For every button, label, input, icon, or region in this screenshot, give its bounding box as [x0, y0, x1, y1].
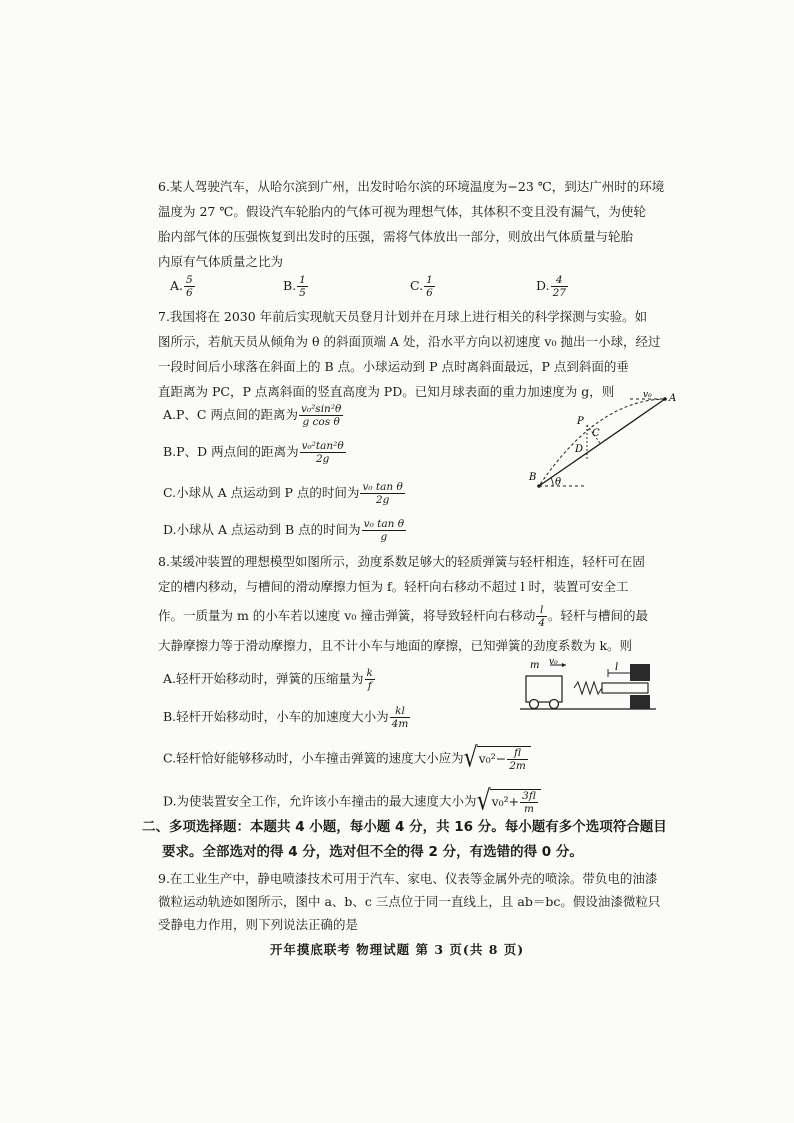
q7-incline-figure: [525, 388, 685, 498]
q7-line-2: 图所示，若航天员从倾角为 θ 的斜面顶端 A 处，沿水平方向以初速度 v₀ 抛出一小球，经过: [158, 334, 661, 349]
page-footer: 开年摸底联考 物理试题 第 3 页(共 8 页): [269, 942, 525, 957]
q7-line-3: 一段时间后小球落在斜面上的 B 点。小球运动到 P 点时离斜面最远，P 点到斜面的垂: [158, 359, 629, 374]
q6-line-4: 内原有气体质量之比为: [158, 254, 284, 269]
q7-line-4: 直距离为 PC，P 点离斜面的竖直高度为 PD。已知月球表面的重力加速度为 g，则: [158, 384, 615, 399]
label-a: A: [669, 393, 677, 404]
q6-option-a: A. $\frac{5}{6}$: [170, 274, 193, 299]
q6-option-d: D. $\frac{4}{27}$: [536, 274, 566, 299]
q8-line-4: 大静摩擦力等于滑动摩擦力，且不计小车与地面的摩擦，已知弹簧的劲度系数为 k。则: [158, 638, 633, 653]
q7-option-c: C.小球从 A 点运动到 P 点的时间为 $\frac{\text{v₀ tan θ}}{2g}$: [163, 481, 403, 506]
q8-line-3: 作。一质量为 m 的小车若以速度 v₀ 撞击弹簧，将导致轻杆向右移动 $\frac{l}{4}$ 。轻杆与槽间的最: [158, 604, 649, 629]
slot-lower: [630, 695, 650, 709]
q8-option-c: C.轻杆恰好能够移动时，小车撞击弹簧的速度大小应为√v₀²− $\frac{fl}{2m}$: [163, 746, 531, 772]
cart-wheel-right: [550, 700, 559, 709]
q8-option-a: A.轻杆开始移动时，弹簧的压缩量为 $\frac{k}{f}$: [163, 667, 373, 692]
q9-line-2: 微粒运动轨迹如图所示，图中 a、b、c 三点位于同一直线上，且 ab＝bc。假设油漆微粒只: [158, 894, 661, 909]
theta-arc: [551, 478, 553, 486]
section-2-title-line-1: 二、多项选择题：本题共 4 小题，每小题 4 分，共 16 分。每小题有多个选项符合题目: [142, 819, 667, 835]
label-c: C: [592, 428, 600, 439]
light-rod: [602, 683, 648, 693]
q8-option-d: D.为使装置安全工作，允许该小车撞击的最大速度大小为√v₀²+ $\frac{3fl}{m}$: [163, 789, 541, 815]
label-m: m: [530, 660, 540, 671]
q7-option-b: B.P、D 两点间的距离为 $\frac{\text{v₀²tan²θ}}{2g}$: [163, 440, 344, 465]
label-v0: v₀: [643, 390, 652, 400]
incline-line: [539, 399, 665, 486]
label-p: P: [577, 416, 584, 427]
q8-option-b: B.轻杆开始移动时，小车的加速度大小为 $\frac{kl}{4m}$: [163, 705, 409, 730]
label-v0: v₀: [549, 657, 558, 667]
q8-line-1: 8.某缓冲装置的理想模型如图所示，劲度系数足够大的轻质弹簧与轻杆相连，轻杆可在固: [158, 554, 645, 569]
q6-option-b: B. $\frac{1}{5}$: [283, 274, 306, 299]
q7-option-d: D.小球从 A 点运动到 B 点的时间为 $\frac{\text{v₀ tan θ}}{g}$: [163, 518, 405, 543]
label-l: l: [615, 662, 619, 673]
q6-option-c: C. $\frac{1}{6}$: [410, 274, 433, 299]
q6-line-2: 温度为 27 ℃。假设汽车轮胎内的气体可视为理想气体，其体积不变且没有漏气，为使轮: [158, 204, 646, 219]
section-2-title-line-2: 要求。全部选对的得 4 分，选对但不全的得 2 分，有选错的得 0 分。: [162, 844, 583, 860]
point-b: [537, 484, 541, 488]
label-theta: θ: [555, 477, 562, 488]
q9-line-3: 受静电力作用，则下列说法正确的是: [158, 917, 359, 932]
slot-upper: [630, 664, 650, 681]
q7-line-1: 7.我国将在 2030 年前后实现航天员登月计划并在月球上进行相关的科学探测与实验。如: [158, 309, 648, 324]
q6-line-1: 6.某人驾驶汽车，从哈尔滨到广州，出发时哈尔滨的环境温度为−23 ℃，到达广州时的环境: [158, 179, 665, 194]
q9-line-1: 9.在工业生产中，静电喷漆技术可用于汽车、家电、仪表等金属外壳的喷涂。带负电的油漆: [158, 871, 658, 886]
cart-body: [526, 676, 562, 702]
point-a: [663, 397, 667, 401]
q6-line-3: 胎内部气体的压强恢复到出发时的压强，需将气体放出一部分，则放出气体质量与轮胎: [158, 229, 634, 244]
label-d: D: [575, 444, 584, 455]
q7-option-a: A.P、C 两点间的距离为 $\frac{\text{v₀²sin²θ}}{\text{g cos θ}}$: [163, 403, 342, 428]
cart-wheel-left: [530, 700, 539, 709]
q8-line-2: 定的槽内移动，与槽间的滑动摩擦力恒为 f。轻杆向右移动不超过 l 时，装置可安全工: [158, 579, 629, 594]
label-b: B: [529, 472, 537, 483]
spring: [574, 682, 602, 694]
q8-buffer-figure: [518, 656, 658, 716]
velocity-arrowhead: [562, 663, 566, 667]
